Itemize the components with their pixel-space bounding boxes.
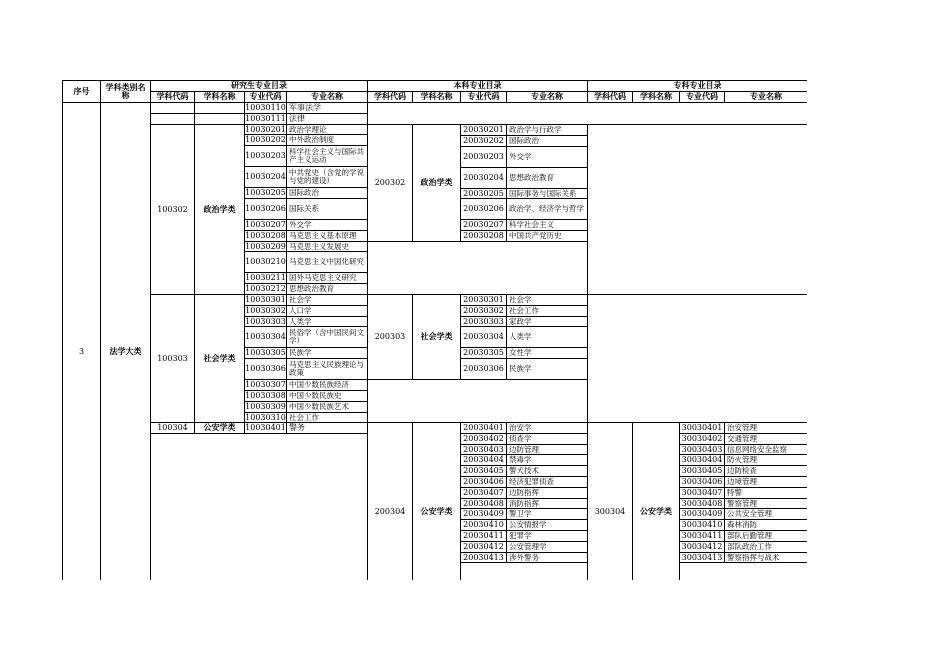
major-name: 中国少数民族经济: [286, 379, 368, 391]
major-name: 涉外警务: [506, 552, 588, 563]
major-code: 20030411: [460, 530, 507, 542]
major-code: 20030402: [460, 433, 507, 445]
major-name: 社会工作: [286, 412, 368, 423]
subject-name: 社会学类: [194, 294, 245, 423]
major-name: 女性学: [506, 347, 588, 359]
major-code: 10030212: [245, 284, 286, 293]
major-name: 警察管理: [724, 498, 807, 509]
major-name: 中外政治制度: [286, 134, 368, 146]
subject-code: 200302: [367, 124, 413, 242]
empty-cell: [367, 241, 588, 295]
major-code: 10030201: [245, 124, 286, 134]
empty-cell: [150, 433, 368, 580]
subject-name: 公安学类: [194, 422, 245, 434]
major-name: 中国共产党历史: [506, 230, 588, 242]
header-subject-code: 学科代码: [367, 91, 413, 103]
header-major-code: 专业代码: [244, 91, 287, 103]
subject-code: 100302: [150, 124, 195, 295]
major-code: 10030401: [245, 423, 286, 432]
major-code: 10030209: [245, 241, 286, 251]
header-subject-code: 学科代码: [587, 91, 633, 103]
major-code: 20030202: [460, 135, 507, 147]
major-name: 人类学: [286, 316, 368, 327]
major-name: 中国少数民族史: [286, 390, 368, 402]
major-code: 20030304: [460, 326, 507, 348]
major-name: 部队后勤管理: [724, 530, 807, 542]
major-name: 科学社会主义与国际共产主义运动: [286, 145, 368, 167]
major-code: 20030401: [460, 422, 507, 434]
major-code: 20030301: [460, 294, 507, 306]
major-code: 30030402: [679, 433, 725, 445]
header-major-name: 专业名称: [286, 91, 368, 103]
major-code: 30030406: [679, 476, 725, 488]
header-subject-name: 学科名称: [194, 91, 245, 103]
major-name: 边境管理: [724, 476, 807, 488]
empty-cell: [587, 124, 807, 295]
major-name: 特警: [724, 487, 807, 499]
major-name: 民俗学（含中国民间文学）: [286, 326, 368, 348]
major-code: 20030305: [460, 347, 507, 359]
major-name: 马克思主义中国化研究: [286, 251, 368, 273]
major-code: 20030406: [460, 476, 507, 488]
major-name: 国际政治: [286, 187, 368, 199]
major-name: 边防检查: [724, 465, 807, 477]
major-code: 10030211: [245, 273, 286, 282]
major-name: 社会工作: [506, 305, 588, 317]
major-code: 10030207: [245, 220, 286, 229]
major-code: 20030203: [460, 146, 507, 168]
header-grad-catalog: 研究生专业目录: [150, 80, 368, 92]
subject-code: 100303: [150, 294, 195, 423]
major-code: 10030210: [244, 251, 287, 273]
major-name: 马克思主义基本原理: [286, 230, 368, 242]
major-code: 10030110: [245, 103, 286, 112]
major-name: 法律: [286, 113, 368, 125]
major-name: 外交学: [506, 146, 588, 168]
major-code: 20030405: [460, 465, 507, 477]
major-code: 20030413: [460, 552, 507, 563]
major-code: 20030410: [460, 519, 507, 531]
major-code: 10030204: [244, 166, 287, 188]
major-code: 30030405: [679, 465, 725, 477]
major-name: 马克思主义民族理论与政策: [286, 358, 368, 380]
subject-code: 200303: [367, 294, 413, 380]
major-name: 家政学: [506, 316, 588, 327]
major-name: 政治学、经济学与哲学: [506, 198, 588, 220]
major-code: 20030303: [460, 316, 507, 327]
header-major-code: 专业代码: [460, 91, 507, 103]
header-subject-name: 学科名称: [412, 91, 461, 103]
major-code: 20030408: [460, 498, 507, 509]
major-code: 30030408: [679, 498, 725, 509]
major-name: 交通管理: [724, 433, 807, 445]
header-undergrad-catalog: 本科专业目录: [367, 80, 588, 92]
major-code: 10030304: [244, 326, 287, 348]
major-code: 30030413: [679, 552, 725, 563]
major-name: 防火管理: [724, 454, 807, 466]
header-category-alias: 学科类别名称: [100, 80, 151, 103]
major-code: 30030407: [679, 487, 725, 499]
header-major-name: 专业名称: [724, 91, 807, 103]
major-code: 20030404: [460, 454, 507, 466]
major-code: 10030309: [245, 402, 286, 411]
major-name: 警犬技术: [506, 465, 588, 477]
major-name: 治安管理: [724, 422, 807, 434]
major-name: 思想政治教育: [286, 283, 368, 295]
major-name: 侦查学: [506, 433, 588, 445]
major-name: 民族学: [506, 358, 588, 380]
major-code: 10030208: [245, 231, 286, 240]
major-name: 国际事务与国际关系: [506, 188, 588, 199]
major-name: 边防管理: [506, 444, 588, 455]
major-code: 10030302: [245, 306, 286, 315]
major-name: 森林消防: [724, 519, 807, 531]
major-name: 中共党史（含党的学说与党的建设）: [286, 166, 368, 188]
major-name: 犯罪学: [506, 530, 588, 542]
header-major-name: 专业名称: [506, 91, 588, 103]
major-name: 思想政治教育: [506, 167, 588, 189]
major-name: 国际政治: [506, 135, 588, 147]
major-code: 20030204: [460, 167, 507, 189]
major-name: 民族学: [286, 347, 368, 359]
subject-code: 200304: [367, 422, 413, 580]
major-name: 马克思主义发展史: [286, 241, 368, 252]
major-code: 30030409: [679, 508, 725, 520]
major-name: 政治学与行政学: [506, 124, 588, 136]
major-name: 经济犯罪侦查: [506, 476, 588, 488]
major-code: 10030206: [244, 198, 287, 220]
major-name: 警务: [286, 422, 368, 434]
major-code: 10030203: [244, 145, 287, 167]
major-name: 边防指挥: [506, 487, 588, 499]
major-name: 国际关系: [286, 198, 368, 220]
major-name: 消防指挥: [506, 498, 588, 509]
major-code: 20030206: [460, 198, 507, 220]
major-name: 社会学: [286, 294, 368, 306]
header-seq: 序号: [62, 80, 101, 103]
subject-name: 社会学类: [412, 294, 461, 380]
major-name: 公共安全管理: [724, 508, 807, 520]
header-junior-catalog: 专科专业目录: [587, 80, 807, 92]
major-name: 公安情报学: [506, 519, 588, 531]
major-name: 部队政治工作: [724, 541, 807, 553]
major-name: 禁毒学: [506, 454, 588, 466]
category-seq: 3: [62, 102, 101, 580]
major-name: 公安管理学: [506, 541, 588, 553]
major-code: 20030409: [460, 508, 507, 520]
major-code: 20030208: [460, 230, 507, 242]
major-name: 中国少数民族艺术: [286, 401, 368, 413]
major-code: 30030404: [679, 454, 725, 466]
subject-name: 公安学类: [632, 422, 680, 580]
major-code: 20030207: [460, 219, 507, 231]
category-name: 法学大类: [100, 102, 151, 580]
major-name: 治安学: [506, 422, 588, 434]
major-code: 30030412: [679, 541, 725, 553]
major-code: 30030403: [679, 444, 725, 455]
major-code: 30030411: [679, 530, 725, 542]
major-name: 国外马克思主义研究: [286, 272, 368, 284]
major-name: 科学社会主义: [506, 219, 588, 231]
major-code: 10030307: [245, 380, 286, 389]
major-name: 人口学: [286, 305, 368, 317]
subject-name: 政治学类: [412, 124, 461, 242]
major-code: 20030412: [460, 541, 507, 553]
major-code: 10030310: [245, 412, 286, 422]
major-name: 信息网络安全监察: [724, 444, 807, 455]
major-code: 10030301: [245, 295, 286, 304]
major-code: 20030201: [460, 124, 507, 136]
major-code: 10030303: [245, 316, 286, 326]
major-code: 10030308: [245, 391, 286, 400]
catalog-spreadsheet: [62, 80, 807, 580]
subject-name: 政治学类: [194, 124, 245, 295]
major-code: 10030305: [245, 348, 286, 357]
subject-code: 100304: [150, 422, 195, 434]
major-name: 人类学: [506, 326, 588, 348]
header-subject-code: 学科代码: [150, 91, 195, 103]
major-code: 10030306: [244, 358, 287, 380]
major-code: 20030302: [460, 305, 507, 317]
major-name: 警察指挥与战术: [724, 552, 807, 563]
major-name: 警卫学: [506, 508, 588, 520]
major-code: 10030202: [245, 135, 286, 144]
major-code: 20030403: [460, 444, 507, 455]
major-code: 30030401: [679, 422, 725, 434]
subject-name: 公安学类: [412, 422, 461, 580]
major-name: 政治学理论: [286, 124, 368, 135]
empty-cell: [367, 102, 807, 125]
major-code: 10030111: [245, 114, 286, 123]
major-name: 社会学: [506, 294, 588, 306]
major-code: 20030407: [460, 487, 507, 499]
major-code: 30030410: [679, 519, 725, 531]
major-code: 20030205: [460, 188, 507, 199]
major-code: 20030306: [460, 358, 507, 380]
empty-cell: [367, 379, 588, 423]
header-major-code: 专业代码: [679, 91, 725, 103]
major-code: 10030205: [245, 188, 286, 197]
subject-code: 300304: [587, 422, 633, 580]
empty-cell: [587, 294, 807, 423]
header-subject-name: 学科名称: [632, 91, 680, 103]
major-name: 军事法学: [286, 102, 368, 114]
major-name: 外交学: [286, 219, 368, 231]
